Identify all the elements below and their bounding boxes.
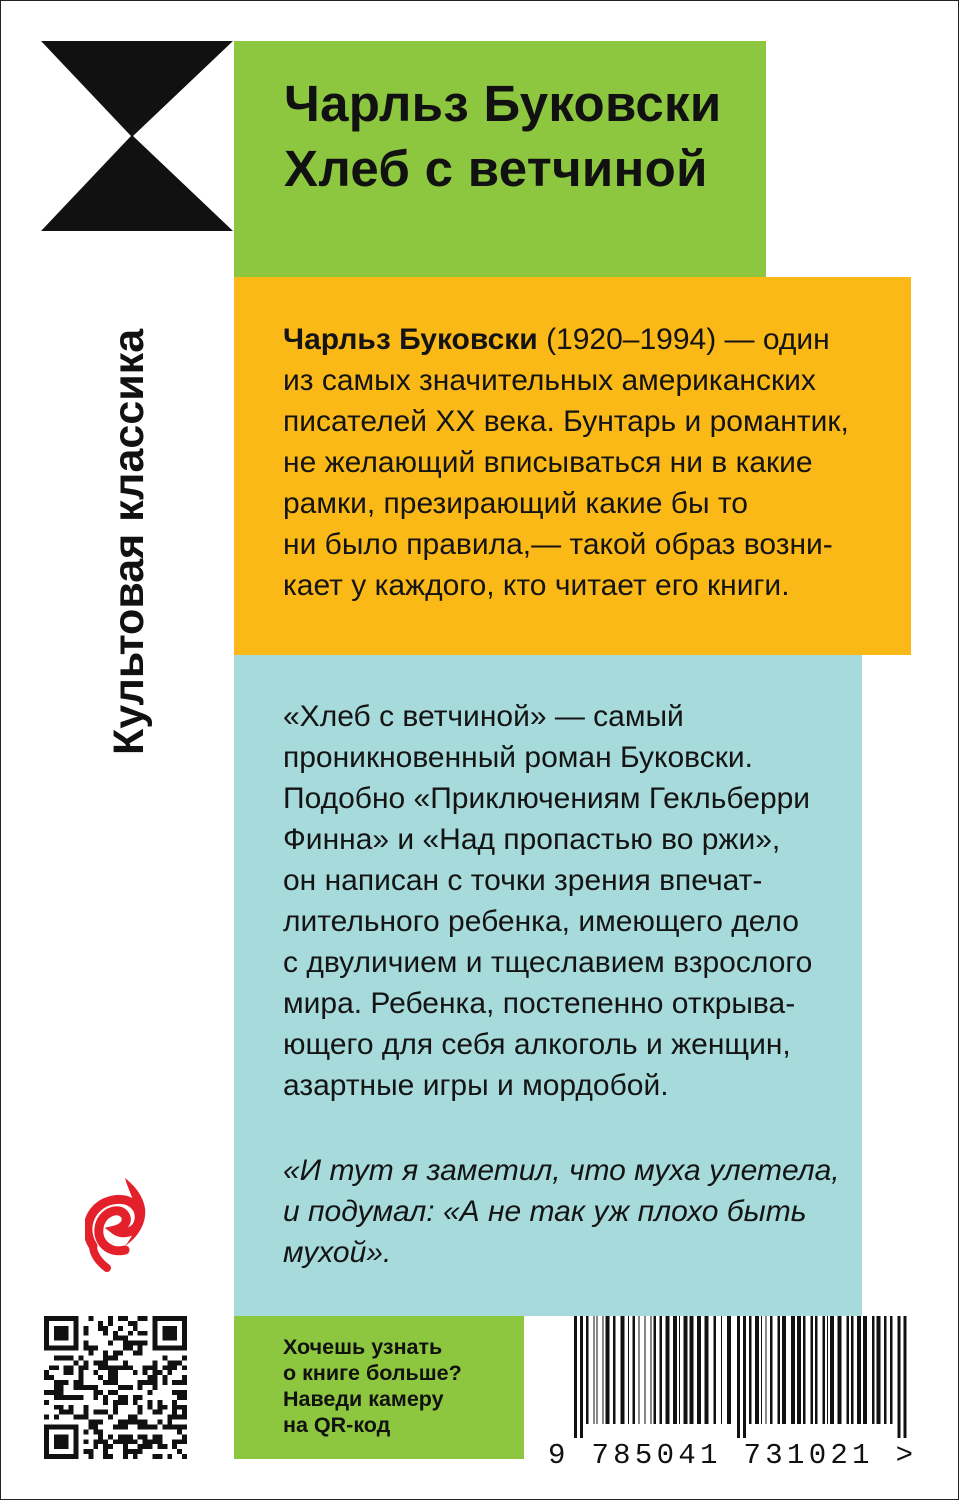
author-bio-body: (1920–1994) — один из самых значительных американских писателей XX века. Бунтарь и романтик, не желающий вписываться ни в какие рамки, презирающий какие бы то ни было правила,— такой образ возни- кает у каждого, кто читает его книги. <box>283 323 849 602</box>
author-name-title: Чарльз Буковски <box>284 75 722 132</box>
author-bio-name: Чарльз Буковски <box>283 323 538 356</box>
isbn-digits: 9 785041 731021 > <box>548 1439 913 1466</box>
book-description: «Хлеб с ветчиной» — самый проникновенный роман Буковски. Подобно «Приключениям Гекльберри Финна» и «Над пропастью во ржи», он написан с точки зрения впечат- лительного ребенка, имеющего дело с двуличием и тщеславием взрослого мира. Ребенка, постепенно открыва- ющего для себя алкоголь и женщин, азартные игры и мордобой. <box>283 700 813 1102</box>
author-bio-block <box>234 277 911 655</box>
qr-code[interactable] <box>43 1316 188 1459</box>
book-quote: «И тут я заметил, что муха улетела, и подумал: «А не так уж плохо быть мухой». <box>283 1154 840 1269</box>
barcode-bars <box>574 1316 907 1438</box>
book-title: Хлеб с ветчиной <box>284 140 708 197</box>
description-block <box>234 655 862 1316</box>
author-bio-text <box>283 319 849 606</box>
qr-cta-text: Хочешь узнать о книге больше? Наведи камеру на QR-код <box>283 1335 462 1437</box>
title-block <box>234 41 766 277</box>
eksmo-logo-icon <box>85 1172 151 1272</box>
series-label: Культовая классика <box>105 328 153 755</box>
qr-cta-block <box>234 1316 524 1459</box>
isbn-barcode <box>548 1316 918 1466</box>
k-logo-icon <box>41 41 233 231</box>
